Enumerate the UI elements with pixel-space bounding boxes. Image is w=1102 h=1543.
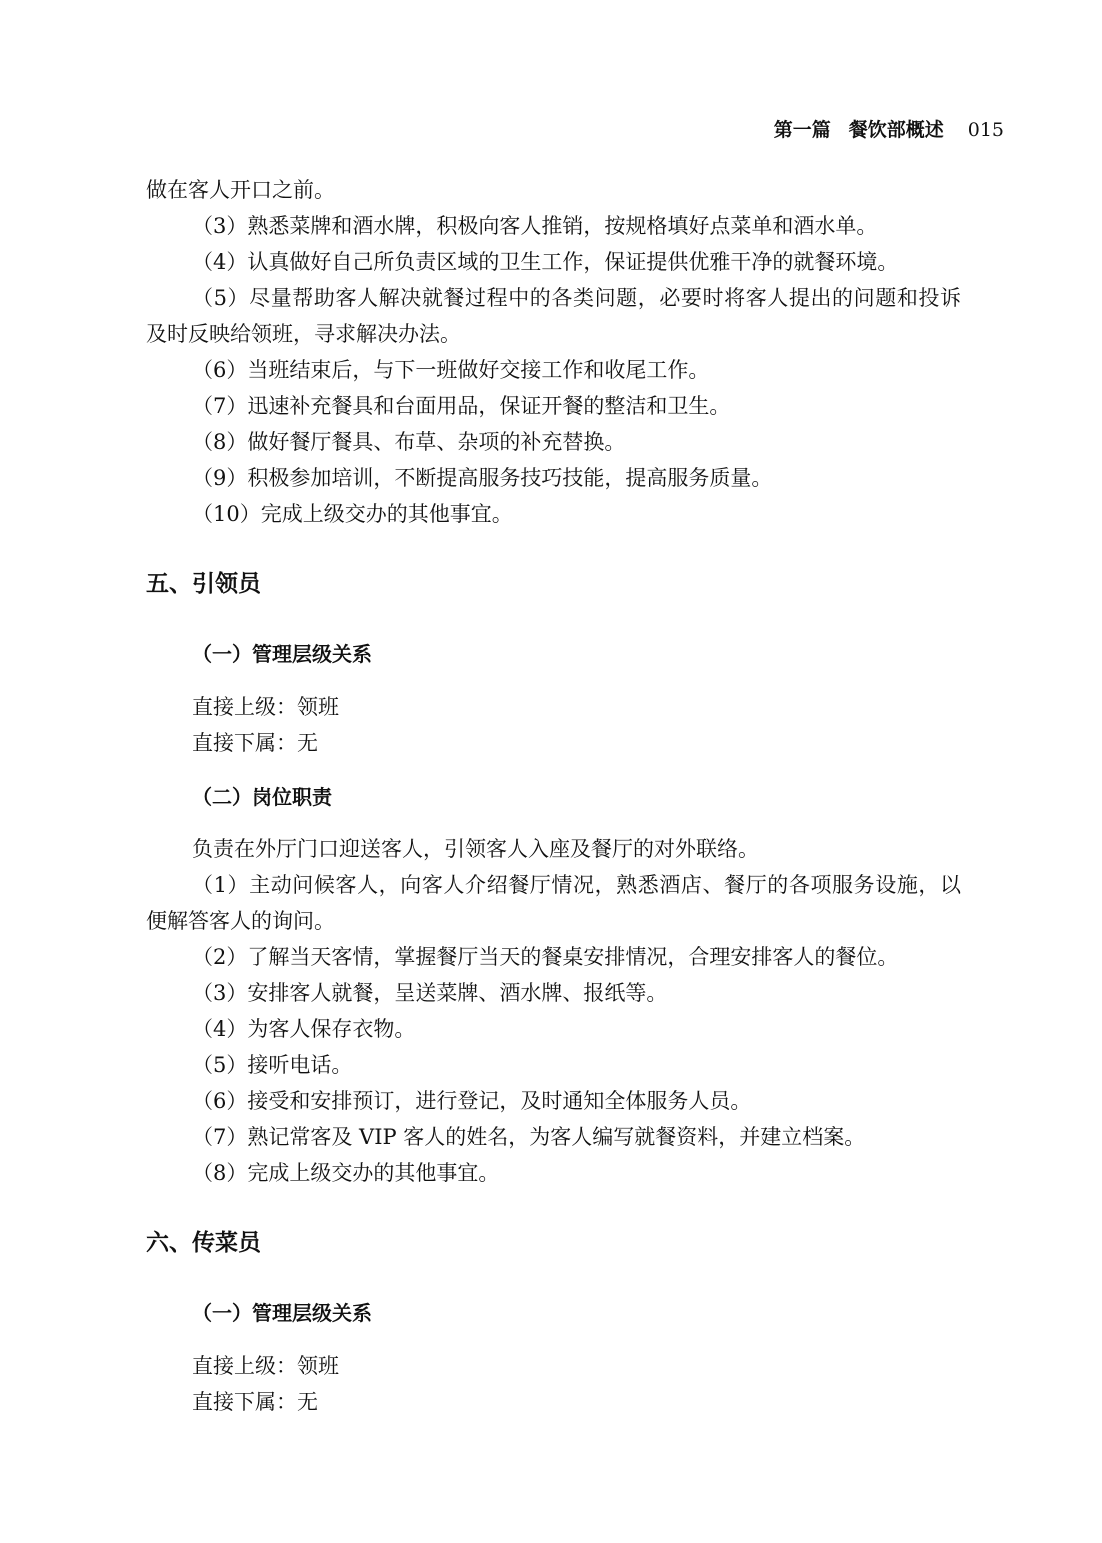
- host-duty-1: （1）主动问候客人，向客人介绍餐厅情况，熟悉酒店、餐厅的各项服务设施，以便解答客人的询问。: [146, 873, 961, 933]
- duty-item-7: （7）迅速补充餐具和台面用品，保证开餐的整洁和卫生。: [192, 394, 731, 418]
- paragraph-continued: 做在客人开口之前。: [146, 178, 335, 202]
- running-header: [774, 116, 1004, 144]
- duty-item-3: （3）熟悉菜牌和酒水牌，积极向客人推销，按规格填好点菜单和酒水单。: [192, 214, 878, 238]
- direct-subordinate-2: 直接下属：无: [192, 1390, 318, 1414]
- host-duty-4: （4）为客人保存衣物。: [192, 1017, 416, 1041]
- host-duty-8: （8）完成上级交办的其他事宜。: [192, 1161, 500, 1185]
- host-duty-3: （3）安排客人就餐，呈送菜牌、酒水牌、报纸等。: [192, 981, 668, 1005]
- host-duty-2: （2）了解当天客情，掌握餐厅当天的餐桌安排情况，合理安排客人的餐位。: [192, 945, 899, 969]
- direct-superior-2: 直接上级：领班: [192, 1354, 339, 1378]
- duty-item-4: （4）认真做好自己所负责区域的卫生工作，保证提供优雅干净的就餐环境。: [192, 250, 899, 274]
- subsection-heading-duties: （二）岗位职责: [192, 785, 332, 809]
- page-body: [146, 172, 961, 1420]
- section-heading-food-runner: 六、传菜员: [146, 1230, 261, 1256]
- duty-intro: 负责在外厅门口迎送客人，引领客人入座及餐厅的对外联络。: [192, 837, 759, 861]
- page-number: 015: [967, 119, 1004, 141]
- header-section: 餐饮部概述: [848, 119, 944, 141]
- host-duty-6: （6）接受和安排预订，进行登记，及时通知全体服务人员。: [192, 1089, 752, 1113]
- host-duty-5: （5）接听电话。: [192, 1053, 353, 1077]
- direct-subordinate: 直接下属：无: [192, 731, 318, 755]
- duty-item-10: （10）完成上级交办的其他事宜。: [192, 502, 513, 526]
- duty-item-8: （8）做好餐厅餐具、布草、杂项的补充替换。: [192, 430, 626, 454]
- subsection-heading-hierarchy-2: （一）管理层级关系: [192, 1301, 372, 1325]
- host-duty-7: （7）熟记常客及 VIP 客人的姓名，为客人编写就餐资料，并建立档案。: [192, 1125, 866, 1149]
- section-heading-host: 五、引领员: [146, 571, 261, 597]
- duty-item-9: （9）积极参加培训，不断提高服务技巧技能，提高服务质量。: [192, 466, 773, 490]
- header-chapter: 第一篇: [773, 119, 831, 141]
- duty-item-5: （5）尽量帮助客人解决就餐过程中的各类问题，必要时将客人提出的问题和投诉及时反映给领班，寻求解决办法。: [146, 286, 961, 346]
- direct-superior: 直接上级：领班: [192, 695, 339, 719]
- duty-item-6: （6）当班结束后，与下一班做好交接工作和收尾工作。: [192, 358, 710, 382]
- subsection-heading-hierarchy: （一）管理层级关系: [192, 642, 372, 666]
